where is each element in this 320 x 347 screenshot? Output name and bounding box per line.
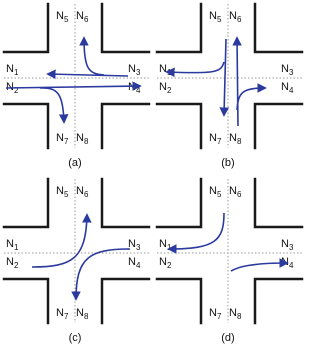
node-label-n5 (56, 10, 69, 24)
node-label-subscript: 6 (236, 15, 242, 24)
node-label-n8 (229, 307, 242, 321)
node-label-subscript: 6 (83, 15, 89, 24)
node-label-subscript: 3 (288, 243, 294, 252)
node-label-subscript: 4 (288, 261, 294, 270)
node-label-n7 (209, 132, 222, 146)
node-label-n7 (209, 307, 222, 321)
node-label-base: N (128, 256, 136, 268)
flow-arrow-n8-to-n4 (237, 88, 265, 110)
node-label-base: N (281, 81, 289, 93)
node-label-base: N (209, 185, 217, 197)
panel-caption: (a) (68, 157, 82, 169)
node-label-n3 (128, 63, 141, 77)
road-boundary (4, 279, 48, 323)
road-boundary (157, 4, 201, 52)
node-label-base: N (159, 63, 167, 75)
node-label-n3 (128, 238, 141, 252)
node-label-subscript: 1 (166, 243, 172, 252)
node-label-base: N (6, 256, 14, 268)
node-label-n8 (76, 307, 89, 321)
flow-arrow-n2-to-n4 (6, 86, 140, 88)
node-label-subscript: 8 (83, 137, 89, 146)
node-label-subscript: 7 (216, 312, 222, 321)
road-boundary (102, 279, 149, 323)
node-label-base: N (229, 10, 237, 22)
node-label-n2 (159, 81, 172, 95)
road-boundary (157, 179, 201, 227)
node-label-base: N (76, 10, 84, 22)
node-label-base: N (56, 185, 64, 197)
node-label-subscript: 7 (63, 312, 69, 321)
intersection-panel (4, 179, 149, 344)
node-label-n1 (6, 238, 19, 252)
node-label-n6 (229, 185, 242, 199)
node-label-subscript: 5 (216, 15, 222, 24)
node-label-n4 (128, 81, 141, 95)
node-label-subscript: 4 (288, 86, 294, 95)
node-label-base: N (6, 63, 14, 75)
intersection-panel (157, 4, 302, 169)
node-label-base: N (6, 238, 14, 250)
road-boundary (4, 179, 48, 227)
node-label-n5 (209, 10, 222, 24)
node-label-base: N (159, 238, 167, 250)
node-label-n4 (281, 81, 294, 95)
node-label-n5 (209, 185, 222, 199)
node-label-subscript: 6 (236, 190, 242, 199)
node-label-base: N (209, 307, 217, 319)
panel-caption: (b) (221, 157, 235, 169)
flow-arrow-n5-to-n1 (169, 213, 224, 249)
node-label-subscript: 2 (166, 261, 172, 270)
road-boundary (102, 104, 149, 148)
panel-caption: (c) (68, 332, 82, 344)
node-label-subscript: 2 (13, 261, 19, 270)
intersection-panel (4, 4, 149, 169)
flow-arrow-n3-to-n1 (48, 74, 128, 76)
node-label-base: N (229, 185, 237, 197)
node-label-n2 (159, 256, 172, 270)
node-label-base: N (209, 132, 217, 144)
node-label-n1 (159, 63, 172, 77)
node-label-base: N (209, 10, 217, 22)
road-boundary (157, 279, 201, 323)
node-label-base: N (229, 132, 237, 144)
node-label-base: N (128, 63, 136, 75)
node-label-subscript: 8 (236, 312, 242, 321)
road-boundary (255, 179, 302, 227)
node-label-subscript: 6 (83, 190, 89, 199)
node-label-base: N (159, 256, 167, 268)
flow-arrow-n8-to-n4 (231, 263, 287, 271)
node-label-n3 (281, 63, 294, 77)
node-label-base: N (229, 307, 237, 319)
node-label-base: N (128, 238, 136, 250)
road-boundary (255, 279, 302, 323)
node-label-base: N (6, 81, 14, 93)
node-label-subscript: 3 (135, 68, 141, 77)
node-label-subscript: 4 (135, 86, 141, 95)
node-label-n7 (56, 307, 69, 321)
node-label-subscript: 4 (135, 261, 141, 270)
node-label-base: N (76, 185, 84, 197)
node-label-subscript: 2 (13, 86, 19, 95)
road-boundary (102, 179, 149, 227)
node-label-subscript: 8 (83, 312, 89, 321)
node-label-subscript: 1 (166, 68, 172, 77)
node-label-subscript: 1 (13, 243, 19, 252)
node-label-subscript: 5 (216, 190, 222, 199)
node-label-subscript: 7 (63, 137, 69, 146)
node-label-base: N (76, 132, 84, 144)
node-label-subscript: 5 (63, 190, 69, 199)
road-boundary (255, 4, 302, 52)
node-label-subscript: 7 (216, 137, 222, 146)
flow-arrow-n2-to-n6 (32, 215, 87, 267)
flow-arrow-n5-to-n1 (167, 62, 224, 73)
flow-arrow-n8-to-n6 (237, 38, 238, 126)
node-label-n8 (76, 132, 89, 146)
node-label-base: N (76, 307, 84, 319)
node-label-n8 (229, 132, 242, 146)
road-boundary (102, 4, 149, 52)
node-label-n6 (229, 10, 242, 24)
node-label-base: N (56, 307, 64, 319)
road-boundary (157, 104, 201, 148)
node-label-subscript: 3 (135, 243, 141, 252)
node-label-n2 (6, 256, 19, 270)
node-label-n6 (76, 185, 89, 199)
node-label-subscript: 5 (63, 15, 69, 24)
node-label-base: N (281, 63, 289, 75)
node-label-base: N (56, 132, 64, 144)
node-label-base: N (56, 10, 64, 22)
node-label-subscript: 3 (288, 68, 294, 77)
node-label-subscript: 2 (166, 86, 172, 95)
road-boundary (4, 4, 48, 52)
node-label-subscript: 1 (13, 68, 19, 77)
node-label-n1 (6, 63, 19, 77)
node-label-n3 (281, 238, 294, 252)
node-label-base: N (159, 81, 167, 93)
node-label-base: N (128, 81, 136, 93)
node-label-n5 (56, 185, 69, 199)
node-label-base: N (281, 238, 289, 250)
node-label-subscript: 8 (236, 137, 242, 146)
node-label-base: N (281, 256, 289, 268)
intersection-panel (157, 179, 302, 344)
panel-caption: (d) (221, 332, 235, 344)
node-label-n7 (56, 132, 69, 146)
road-boundary (4, 104, 48, 148)
road-boundary (255, 104, 302, 148)
node-label-n6 (76, 10, 89, 24)
node-label-n1 (159, 238, 172, 252)
node-label-n4 (128, 256, 141, 270)
flow-arrow-n5-to-n7 (224, 39, 226, 115)
